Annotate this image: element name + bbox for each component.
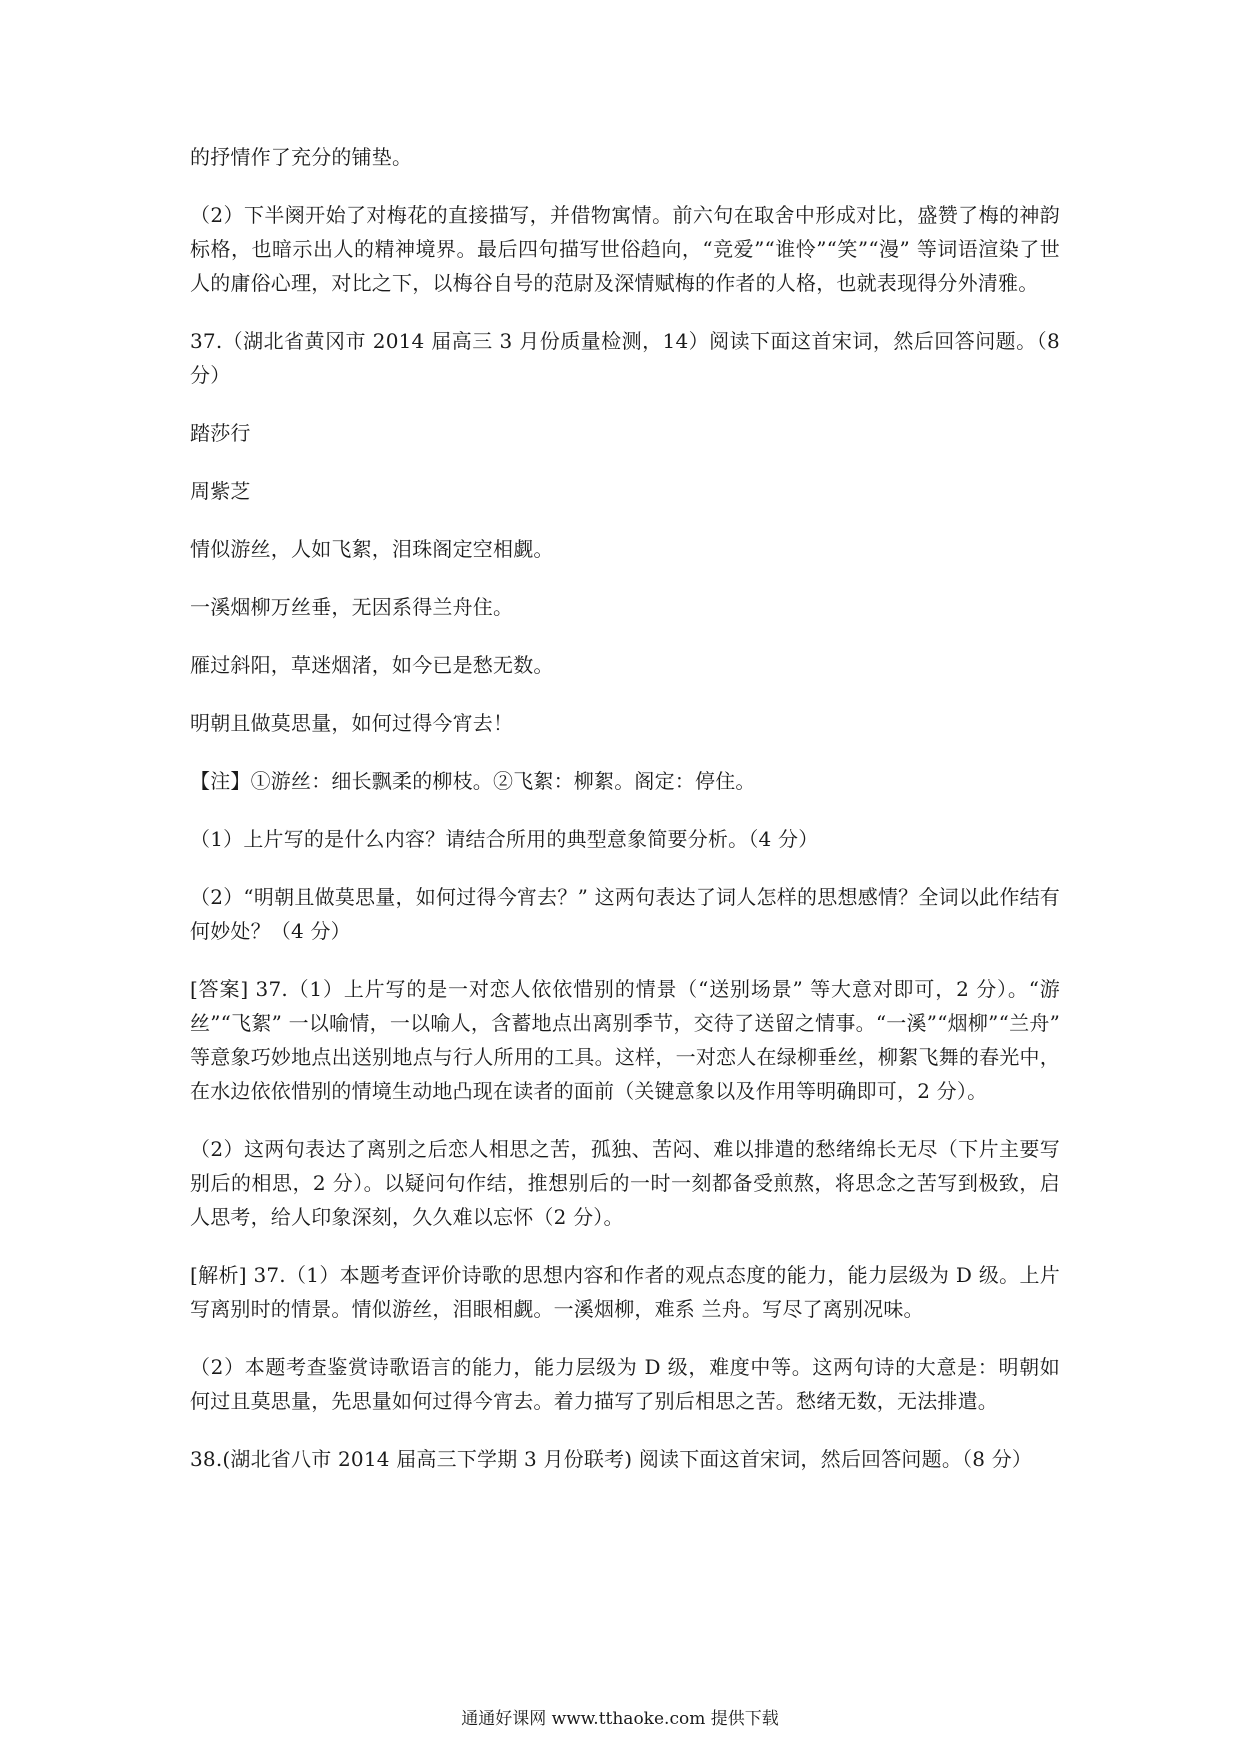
poem-line: 明朝且做莫思量，如何过得今宵去！: [190, 711, 514, 735]
sub-question: （2）“明朝且做莫思量，如何过得今宵去？” 这两句表达了词人怎样的思想感情？全词以此作结有何妙处？（4 分）: [190, 885, 1060, 943]
question-heading: 37.（湖北省黄冈市 2014 届高三 3 月份质量检测，14）阅读下面这首宋词，然后回答问题。（8 分）: [190, 329, 1060, 387]
poem-note: 【注】①游丝：细长飘柔的柳枝。②飞絮：柳絮。阁定：停住。: [190, 769, 756, 793]
answer-paragraph: （2）这两句表达了离别之后恋人相思之苦，孤独、苦闷、难以排遣的愁绪绵长无尽（下片主要写别后的相思，2 分）。以疑问句作结，推想别后的一时一刻都备受煎熬，将思念之苦写到极致，启人思考，给人印象深刻，久久难以忘怀（2 分）。: [190, 1137, 1060, 1229]
page-footer: 通通好课网 www.tthaoke.com 提供下载: [461, 1709, 779, 1729]
paragraph: （2）下半阕开始了对梅花的直接描写，并借物寓情。前六句在取舍中形成对比，盛赞了梅的神韵标格，也暗示出人的精神境界。最后四句描写世俗趋向，“竞爱”“谁怜”“笑”“漫” 等词语渲染了世人的庸俗心理，对比之下，以梅谷自号的范尉及深情赋梅的作者的人格，也就表现得分外清雅。: [190, 203, 1060, 295]
analysis-paragraph: [解析] 37.（1）本题考查评价诗歌的思想内容和作者的观点态度的能力，能力层级为 D 级。上片写离别时的情景。情似游丝，泪眼相觑。一溪烟柳，难系 兰舟。写尽了离别况味。: [190, 1263, 1060, 1321]
question-heading: 38.(湖北省八市 2014 届高三下学期 3 月份联考) 阅读下面这首宋词，然后回答问题。（8 分）: [190, 1447, 1033, 1471]
paragraph: 的抒情作了充分的铺垫。: [190, 145, 413, 169]
poem-author: 周紫芝: [190, 479, 251, 503]
document-body: [190, 140, 1060, 1500]
analysis-paragraph: （2）本题考查鉴赏诗歌语言的能力，能力层级为 D 级，难度中等。这两句诗的大意是：明朝如何过且莫思量，先思量如何过得今宵去。着力描写了别后相思之苦。愁绪无数，无法排遣。: [190, 1355, 1060, 1413]
poem-line: 一溪烟柳万丝垂，无因系得兰舟住。: [190, 595, 514, 619]
poem-line: 雁过斜阳，草迷烟渚，如今已是愁无数。: [190, 653, 554, 677]
poem-line: 情似游丝，人如飞絮，泪珠阁定空相觑。: [190, 537, 554, 561]
answer-paragraph: [答案] 37.（1）上片写的是一对恋人依依惜别的情景（“送别场景” 等大意对即可，2 分）。“游丝”“飞絮” 一以喻情，一以喻人，含蓄地点出离别季节，交待了送留之情事。“一溪”“烟柳”“兰舟” 等意象巧妙地点出送别地点与行人所用的工具。这样，一对恋人在绿柳垂丝，柳絮飞舞的春光中，在水边依依惜别的情境生动地凸现在读者的面前（关键意象以及作用等明确即可，2 分）。: [190, 977, 1060, 1103]
poem-title: 踏莎行: [190, 421, 251, 445]
sub-question: （1）上片写的是什么内容？请结合所用的典型意象简要分析。（4 分）: [190, 827, 819, 851]
